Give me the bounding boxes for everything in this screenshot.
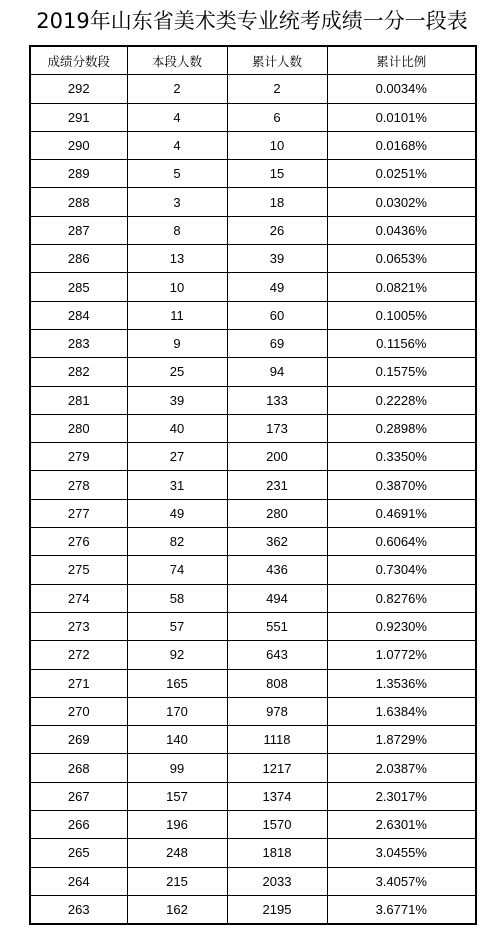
cumulative-count-cell: 978: [227, 697, 327, 725]
cumulative-count-cell: 200: [227, 443, 327, 471]
segment-count-cell: 196: [127, 811, 227, 839]
cumulative-count-cell: 15: [227, 160, 327, 188]
segment-count-cell: 92: [127, 641, 227, 669]
cumulative-count-cell: 280: [227, 499, 327, 527]
segment-count-cell: 3: [127, 188, 227, 216]
score-cell: 272: [30, 641, 127, 669]
cumulative-ratio-cell: 0.0653%: [327, 245, 476, 273]
cumulative-ratio-cell: 0.1575%: [327, 358, 476, 386]
segment-count-cell: 157: [127, 782, 227, 810]
segment-count-cell: 58: [127, 584, 227, 612]
score-cell: 290: [30, 131, 127, 159]
table-row: [30, 612, 476, 640]
cumulative-count-cell: 1570: [227, 811, 327, 839]
score-cell: 269: [30, 726, 127, 754]
table-row: [30, 669, 476, 697]
score-cell: 291: [30, 103, 127, 131]
table-row: [30, 443, 476, 471]
cumulative-count-cell: 26: [227, 216, 327, 244]
cumulative-count-cell: 6: [227, 103, 327, 131]
segment-count-cell: 13: [127, 245, 227, 273]
cumulative-count-cell: 231: [227, 471, 327, 499]
cumulative-ratio-cell: 0.0821%: [327, 273, 476, 301]
table-row: [30, 556, 476, 584]
cumulative-count-cell: 494: [227, 584, 327, 612]
table-row: [30, 329, 476, 357]
cumulative-count-cell: 643: [227, 641, 327, 669]
cumulative-count-cell: 1217: [227, 754, 327, 782]
segment-count-cell: 49: [127, 499, 227, 527]
cumulative-ratio-cell: 0.9230%: [327, 612, 476, 640]
cumulative-count-cell: 362: [227, 528, 327, 556]
table-row: [30, 697, 476, 725]
score-cell: 271: [30, 669, 127, 697]
cumulative-count-cell: 2195: [227, 895, 327, 924]
cumulative-ratio-cell: 0.2898%: [327, 414, 476, 442]
segment-count-cell: 162: [127, 895, 227, 924]
table-row: [30, 301, 476, 329]
cumulative-ratio-cell: 2.6301%: [327, 811, 476, 839]
cumulative-ratio-cell: 1.8729%: [327, 726, 476, 754]
segment-count-cell: 215: [127, 867, 227, 895]
table-row: [30, 471, 476, 499]
segment-count-cell: 40: [127, 414, 227, 442]
cumulative-ratio-cell: 1.6384%: [327, 697, 476, 725]
table-row: [30, 867, 476, 895]
table-row: [30, 839, 476, 867]
segment-count-cell: 99: [127, 754, 227, 782]
cumulative-count-cell: 1374: [227, 782, 327, 810]
score-cell: 273: [30, 612, 127, 640]
cumulative-count-cell: 69: [227, 329, 327, 357]
score-distribution-table: [29, 45, 477, 925]
table-row: [30, 641, 476, 669]
segment-count-cell: 8: [127, 216, 227, 244]
segment-count-cell: 10: [127, 273, 227, 301]
score-cell: 274: [30, 584, 127, 612]
table-row: [30, 414, 476, 442]
table-body: [30, 75, 476, 924]
table-row: [30, 245, 476, 273]
cumulative-count-cell: 551: [227, 612, 327, 640]
cumulative-ratio-cell: 0.2228%: [327, 386, 476, 414]
score-cell: 282: [30, 358, 127, 386]
segment-count-cell: 5: [127, 160, 227, 188]
segment-count-cell: 9: [127, 329, 227, 357]
cumulative-count-cell: 2: [227, 75, 327, 103]
cumulative-ratio-cell: 2.3017%: [327, 782, 476, 810]
segment-count-cell: 165: [127, 669, 227, 697]
table-row: [30, 584, 476, 612]
score-cell: 264: [30, 867, 127, 895]
score-cell: 263: [30, 895, 127, 924]
cumulative-ratio-cell: 0.0436%: [327, 216, 476, 244]
cumulative-count-cell: 133: [227, 386, 327, 414]
score-cell: 268: [30, 754, 127, 782]
score-cell: 279: [30, 443, 127, 471]
cumulative-ratio-cell: 0.0168%: [327, 131, 476, 159]
table-row: [30, 895, 476, 924]
score-cell: 281: [30, 386, 127, 414]
score-cell: 285: [30, 273, 127, 301]
score-cell: 265: [30, 839, 127, 867]
cumulative-ratio-cell: 1.3536%: [327, 669, 476, 697]
segment-count-cell: 2: [127, 75, 227, 103]
segment-count-cell: 140: [127, 726, 227, 754]
score-cell: 267: [30, 782, 127, 810]
segment-count-cell: 11: [127, 301, 227, 329]
segment-count-cell: 31: [127, 471, 227, 499]
cumulative-ratio-cell: 3.4057%: [327, 867, 476, 895]
header-segment-count: 本段人数: [127, 46, 227, 75]
score-cell: 287: [30, 216, 127, 244]
table-row: [30, 160, 476, 188]
cumulative-ratio-cell: 0.7304%: [327, 556, 476, 584]
table-row: [30, 754, 476, 782]
cumulative-count-cell: 2033: [227, 867, 327, 895]
score-cell: 266: [30, 811, 127, 839]
segment-count-cell: 248: [127, 839, 227, 867]
cumulative-count-cell: 808: [227, 669, 327, 697]
header-cumulative-ratio: 累计比例: [327, 46, 476, 75]
cumulative-ratio-cell: 0.4691%: [327, 499, 476, 527]
table-row: [30, 811, 476, 839]
table-row: [30, 782, 476, 810]
cumulative-count-cell: 436: [227, 556, 327, 584]
score-cell: 284: [30, 301, 127, 329]
cumulative-count-cell: 60: [227, 301, 327, 329]
segment-count-cell: 39: [127, 386, 227, 414]
score-cell: 288: [30, 188, 127, 216]
cumulative-ratio-cell: 0.1005%: [327, 301, 476, 329]
score-cell: 292: [30, 75, 127, 103]
cumulative-ratio-cell: 0.0034%: [327, 75, 476, 103]
score-cell: 278: [30, 471, 127, 499]
table-row: [30, 103, 476, 131]
table-row: [30, 386, 476, 414]
segment-count-cell: 74: [127, 556, 227, 584]
header-row: [30, 46, 476, 75]
score-cell: 275: [30, 556, 127, 584]
cumulative-count-cell: 10: [227, 131, 327, 159]
table-row: [30, 528, 476, 556]
table-row: [30, 188, 476, 216]
segment-count-cell: 170: [127, 697, 227, 725]
cumulative-count-cell: 18: [227, 188, 327, 216]
cumulative-ratio-cell: 0.6064%: [327, 528, 476, 556]
cumulative-ratio-cell: 0.1156%: [327, 329, 476, 357]
segment-count-cell: 57: [127, 612, 227, 640]
score-cell: 276: [30, 528, 127, 556]
cumulative-count-cell: 1118: [227, 726, 327, 754]
header-cumulative-count: 累计人数: [227, 46, 327, 75]
cumulative-ratio-cell: 2.0387%: [327, 754, 476, 782]
segment-count-cell: 4: [127, 103, 227, 131]
table-row: [30, 499, 476, 527]
cumulative-ratio-cell: 0.8276%: [327, 584, 476, 612]
score-cell: 277: [30, 499, 127, 527]
table-row: [30, 131, 476, 159]
score-cell: 289: [30, 160, 127, 188]
table-row: [30, 726, 476, 754]
table-row: [30, 273, 476, 301]
segment-count-cell: 82: [127, 528, 227, 556]
cumulative-count-cell: 39: [227, 245, 327, 273]
score-cell: 286: [30, 245, 127, 273]
segment-count-cell: 27: [127, 443, 227, 471]
table-row: [30, 75, 476, 103]
table-header: [30, 46, 476, 75]
header-score-range: 成绩分数段: [30, 46, 127, 75]
score-cell: 270: [30, 697, 127, 725]
table-row: [30, 216, 476, 244]
document-title: 2019年山东省美术类专业统考成绩一分一段表: [36, 9, 468, 33]
cumulative-ratio-cell: 0.3870%: [327, 471, 476, 499]
table-row: [30, 358, 476, 386]
cumulative-ratio-cell: 3.0455%: [327, 839, 476, 867]
score-cell: 280: [30, 414, 127, 442]
cumulative-ratio-cell: 0.0251%: [327, 160, 476, 188]
cumulative-count-cell: 94: [227, 358, 327, 386]
cumulative-ratio-cell: 1.0772%: [327, 641, 476, 669]
cumulative-ratio-cell: 0.3350%: [327, 443, 476, 471]
segment-count-cell: 25: [127, 358, 227, 386]
score-cell: 283: [30, 329, 127, 357]
cumulative-count-cell: 173: [227, 414, 327, 442]
cumulative-count-cell: 49: [227, 273, 327, 301]
cumulative-ratio-cell: 3.6771%: [327, 895, 476, 924]
cumulative-ratio-cell: 0.0101%: [327, 103, 476, 131]
cumulative-count-cell: 1818: [227, 839, 327, 867]
segment-count-cell: 4: [127, 131, 227, 159]
cumulative-ratio-cell: 0.0302%: [327, 188, 476, 216]
